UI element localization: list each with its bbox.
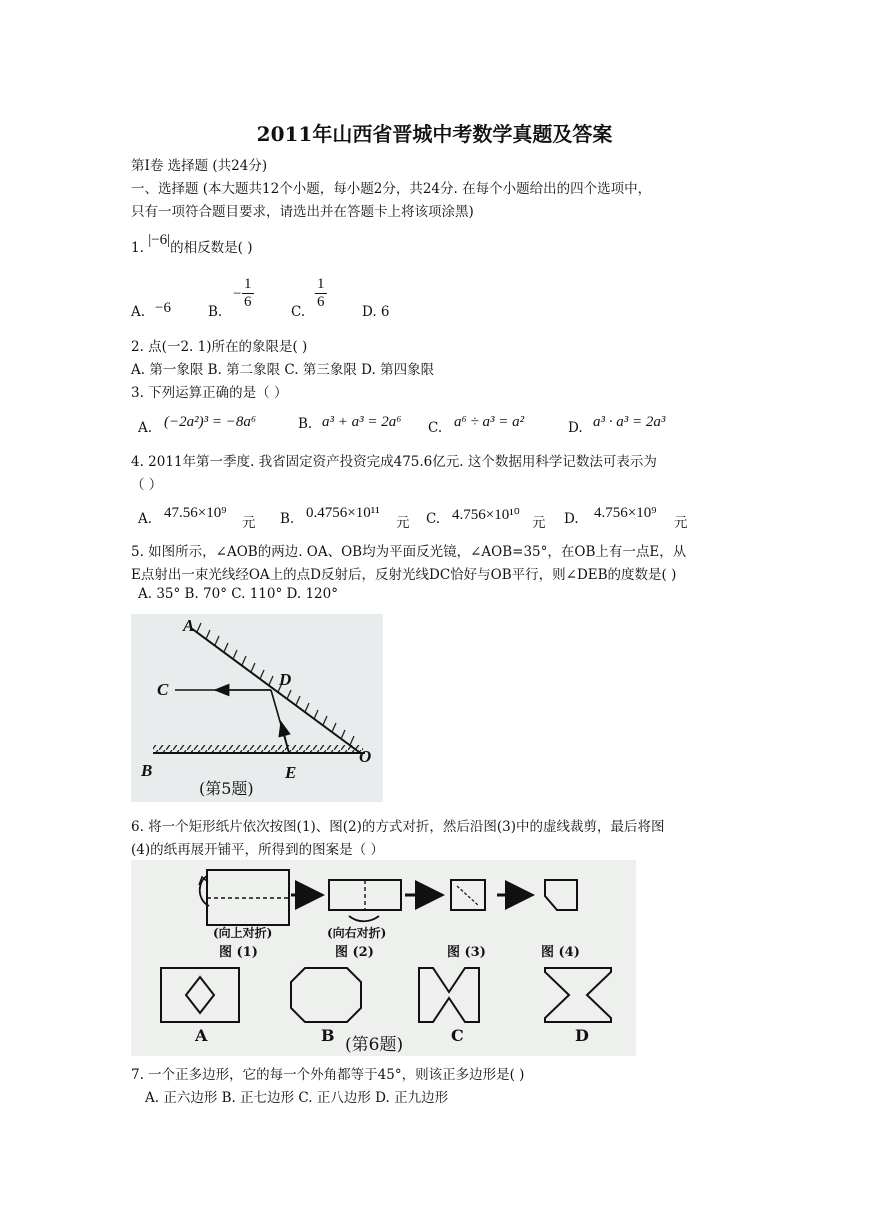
question-5-line-1: 5. 如图所示，∠AOB的两边. OA、OB均为平面反光镜，∠AOB=35°，在OB上有一点E，从 [131,544,687,560]
q4-option-c-expr: 4.756×10¹⁰ [452,507,520,523]
q4-option-c-label: C. [426,511,441,527]
q3-option-b-expr: a³ + a³ = 2a⁶ [322,414,402,430]
option-a-label: A [195,1026,208,1045]
q3-option-d-label: D. [568,420,583,436]
question-3: 3. 下列运算正确的是（ ） [131,385,288,401]
point-d-label: D [279,670,292,689]
intro-line-1: 一、选择题 (本大题共12个小题，每小题2分，共24分. 在每个小题给出的四个选项中， [131,181,652,197]
q2-options: A. 第一象限 B. 第二象限 C. 第三象限 D. 第四象限 [131,362,435,378]
intro-line-2: 只有一项符合题目要求，请选出并在答题卡上将该项涂黑) [131,204,474,220]
q3-options [138,414,738,438]
q7-options: A. 正六边形 B. 正七边形 C. 正八边形 D. 正九边形 [145,1090,449,1106]
page-title: 2011年山西省晋城中考数学真题及答案 [256,122,613,146]
q4-option-b-label: B. [280,511,295,527]
q1-number: 1. [131,240,144,256]
q4-option-b-expr: 0.4756×10¹¹ [306,505,380,521]
q4-option-d-unit: 元 [674,515,688,531]
option-b-label: B [321,1026,335,1045]
option-c-shape [419,968,479,1022]
q3-option-c-label: C. [428,420,443,436]
section-heading: 第Ⅰ卷 选择题 (共24分) [131,158,268,174]
q3-option-a-expr: (−2a²)³ = −8a⁶ [164,414,257,430]
q1-option-b-label: B. [208,304,223,320]
fold-note-1: (向上对折) [213,926,273,940]
q1-option-b-sign: − [233,286,242,302]
question-6-line-2: (4)的纸再展开铺平，所得到的图案是（ ） [131,842,384,858]
q4-option-a-unit: 元 [242,515,256,531]
q1-option-a-label: A. [131,304,146,320]
q3-option-a-label: A. [138,420,153,436]
q1-option-a-value: −6 [155,300,171,316]
q4-options [138,505,758,529]
question-2: 2. 点(一2. 1)所在的象限是( ) [131,339,308,355]
fold-step-4-shape [545,880,577,910]
question-4-line-2: （ ） [131,477,163,493]
fold-step-3-rect [451,880,485,910]
question-4-line-1: 4. 2011年第一季度. 我省固定资产投资完成475.6亿元. 这个数据用科学记数法可表示为 [131,454,657,470]
point-c-label: C [157,680,169,699]
question-1 [131,232,253,257]
fold-caption-1: 图 (1) [219,945,258,960]
point-o-label: O [359,747,372,766]
q3-option-b-label: B. [298,416,313,432]
option-d-shape [545,968,611,1022]
q1-expression: |−6| [148,232,171,248]
fold-caption-4: 图 (4) [541,945,580,960]
fold-step-1-rect [207,870,289,925]
fold-note-2: (向右对折) [327,926,387,940]
q6-figure [131,860,636,1056]
q6-caption: (第6题) [345,1035,404,1055]
q3-option-c-expr: a⁶ ÷ a³ = a² [454,414,525,430]
q4-option-d-expr: 4.756×10⁹ [594,505,657,521]
point-b-label: B [141,761,153,780]
question-6-line-1: 6. 将一个矩形纸片依次按图(1)、图(2)的方式对折，然后沿图(3)中的虚线裁剪，最后将图 [131,819,665,835]
q5-figure [131,614,383,802]
q5-mirror-diagram [131,614,383,802]
q1-option-b-fraction: $\frac{1}{6}$ [244,276,252,310]
q4-option-a-label: A. [138,511,153,527]
point-e-label: E [285,763,297,782]
q4-option-a-expr: 47.56×10⁹ [164,505,227,521]
q1-option-c-label: C. [291,304,306,320]
q3-option-d-expr: a³ · a³ = 2a³ [593,414,666,430]
q5-caption: (第5题) [199,779,254,798]
q4-option-d-label: D. [564,511,579,527]
q6-folding-diagram [131,860,636,1056]
fold-caption-2: 图 (2) [335,945,374,960]
oa-hatch [191,623,359,752]
question-7: 7. 一个正多边形，它的每一个外角都等于45°，则该正多边形是( ) [131,1067,525,1083]
point-a-label: A [183,616,195,635]
option-c-label: C [451,1026,464,1045]
q4-option-c-unit: 元 [532,515,546,531]
option-b-shape [291,968,361,1022]
q4-option-b-unit: 元 [396,515,410,531]
q1-text: 的相反数是( ) [170,240,253,256]
fold-caption-3: 图 (3) [447,945,486,960]
q1-option-d: D. 6 [362,304,390,320]
q5-options: A. 35° B. 70° C. 110° D. 120° [138,586,338,602]
question-5-line-2: E点射出一束光线经OA上的点D反射后，反射光线DC恰好与OB平行，则∠DEB的度数是( ) [131,567,677,583]
option-d-label: D [575,1026,589,1045]
q1-option-c-fraction: $\frac{1}{6}$ [317,276,325,310]
